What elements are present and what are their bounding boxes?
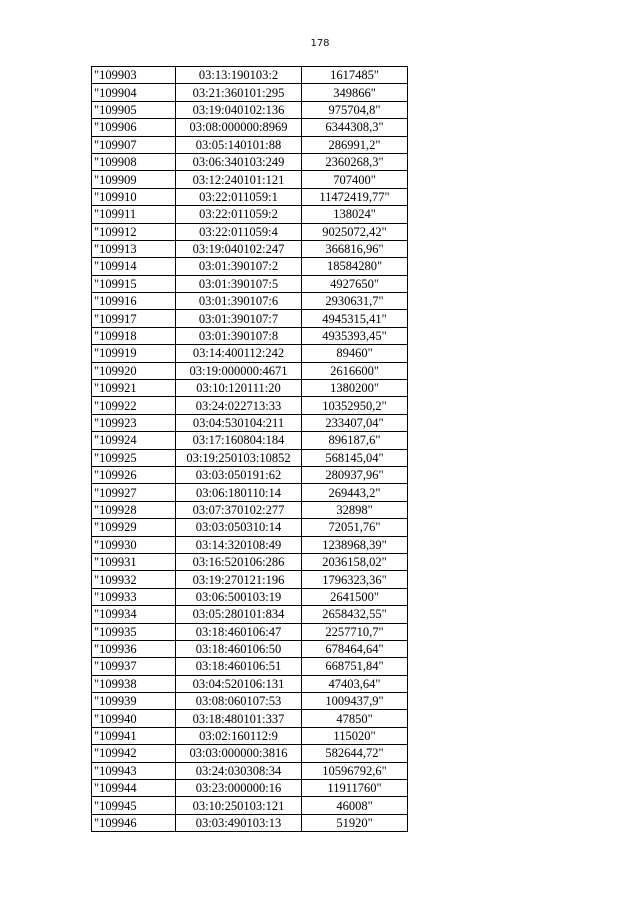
value-cell: 2616600" — [302, 362, 408, 379]
record-id-cell: "109922 — [92, 397, 176, 414]
table-row — [92, 171, 408, 188]
cadastral-number-cell: 03:22:011059:2 — [176, 206, 302, 223]
record-id-cell: "109933 — [92, 588, 176, 605]
cadastral-number-cell: 03:22:011059:1 — [176, 188, 302, 205]
record-id-cell: "109919 — [92, 345, 176, 362]
record-id-cell: "109946 — [92, 814, 176, 831]
table-row — [92, 206, 408, 223]
record-id-cell: "109927 — [92, 484, 176, 501]
value-cell: 2036158,02" — [302, 553, 408, 570]
cadastral-number-cell: 03:03:490103:13 — [176, 814, 302, 831]
value-cell: 1380200" — [302, 380, 408, 397]
record-id-cell: "109904 — [92, 84, 176, 101]
record-id-cell: "109924 — [92, 432, 176, 449]
table-row — [92, 797, 408, 814]
value-cell: 138024" — [302, 206, 408, 223]
record-id-cell: "109915 — [92, 275, 176, 292]
record-id-cell: "109941 — [92, 727, 176, 744]
table-row — [92, 553, 408, 570]
cadastral-number-cell: 03:08:060107:53 — [176, 693, 302, 710]
record-id-cell: "109930 — [92, 536, 176, 553]
record-id-cell: "109935 — [92, 623, 176, 640]
record-id-cell: "109944 — [92, 780, 176, 797]
value-cell: 1238968,39" — [302, 536, 408, 553]
cadastral-number-cell: 03:19:000000:4671 — [176, 362, 302, 379]
table-row — [92, 745, 408, 762]
record-id-cell: "109937 — [92, 658, 176, 675]
table-row — [92, 623, 408, 640]
table-row — [92, 536, 408, 553]
value-cell: 349866" — [302, 84, 408, 101]
record-id-cell: "109917 — [92, 310, 176, 327]
value-cell: 11911760" — [302, 780, 408, 797]
page-number: 178 — [310, 38, 330, 49]
value-cell: 115020" — [302, 727, 408, 744]
cadastral-number-cell: 03:03:050191:62 — [176, 466, 302, 483]
table-row — [92, 275, 408, 292]
cadastral-number-cell: 03:08:000000:8969 — [176, 119, 302, 136]
record-id-cell: "109943 — [92, 762, 176, 779]
record-id-cell: "109920 — [92, 362, 176, 379]
value-cell: 72051,76" — [302, 519, 408, 536]
table-row — [92, 501, 408, 518]
table-row — [92, 780, 408, 797]
cadastral-number-cell: 03:01:390107:5 — [176, 275, 302, 292]
value-cell: 4935393,45" — [302, 327, 408, 344]
table-row — [92, 762, 408, 779]
value-cell: 4945315,41" — [302, 310, 408, 327]
cadastral-number-cell: 03:19:270121:196 — [176, 571, 302, 588]
table-row — [92, 67, 408, 84]
value-cell: 678464,64" — [302, 640, 408, 657]
record-id-cell: "109929 — [92, 519, 176, 536]
value-cell: 2641500" — [302, 588, 408, 605]
record-id-cell: "109910 — [92, 188, 176, 205]
record-id-cell: "109928 — [92, 501, 176, 518]
value-cell: 2658432,55" — [302, 606, 408, 623]
cadastral-number-cell: 03:18:480101:337 — [176, 710, 302, 727]
value-cell: 46008" — [302, 797, 408, 814]
record-id-cell: "109938 — [92, 675, 176, 692]
table-row — [92, 449, 408, 466]
record-id-cell: "109939 — [92, 693, 176, 710]
cadastral-number-cell: 03:06:340103:249 — [176, 153, 302, 170]
value-cell: 9025072,42" — [302, 223, 408, 240]
value-cell: 1796323,36" — [302, 571, 408, 588]
record-id-cell: "109931 — [92, 553, 176, 570]
cadastral-number-cell: 03:05:280101:834 — [176, 606, 302, 623]
table-row — [92, 693, 408, 710]
table-row — [92, 571, 408, 588]
table-row — [92, 397, 408, 414]
table-row — [92, 153, 408, 170]
value-cell: 89460" — [302, 345, 408, 362]
cadastral-number-cell: 03:18:460106:50 — [176, 640, 302, 657]
table-row — [92, 727, 408, 744]
table-row — [92, 362, 408, 379]
record-id-cell: "109945 — [92, 797, 176, 814]
table-row — [92, 136, 408, 153]
value-cell: 568145,04" — [302, 449, 408, 466]
table-row — [92, 814, 408, 831]
records-table-body — [92, 67, 408, 832]
table-row — [92, 310, 408, 327]
table-row — [92, 223, 408, 240]
record-id-cell: "109936 — [92, 640, 176, 657]
table-row — [92, 188, 408, 205]
record-id-cell: "109906 — [92, 119, 176, 136]
cadastral-number-cell: 03:03:000000:3816 — [176, 745, 302, 762]
table-row — [92, 84, 408, 101]
table-row — [92, 258, 408, 275]
cadastral-number-cell: 03:04:520106:131 — [176, 675, 302, 692]
cadastral-number-cell: 03:22:011059:4 — [176, 223, 302, 240]
value-cell: 10352950,2" — [302, 397, 408, 414]
cadastral-number-cell: 03:17:160804:184 — [176, 432, 302, 449]
value-cell: 47850" — [302, 710, 408, 727]
cadastral-number-cell: 03:01:390107:6 — [176, 293, 302, 310]
value-cell: 11472419,77" — [302, 188, 408, 205]
table-row — [92, 606, 408, 623]
record-id-cell: "109921 — [92, 380, 176, 397]
table-row — [92, 293, 408, 310]
value-cell: 366816,96" — [302, 240, 408, 257]
cadastral-number-cell: 03:18:460106:47 — [176, 623, 302, 640]
table-row — [92, 414, 408, 431]
cadastral-number-cell: 03:01:390107:2 — [176, 258, 302, 275]
cadastral-number-cell: 03:06:500103:19 — [176, 588, 302, 605]
record-id-cell: "109934 — [92, 606, 176, 623]
table-row — [92, 345, 408, 362]
value-cell: 1009437,9" — [302, 693, 408, 710]
record-id-cell: "109925 — [92, 449, 176, 466]
cadastral-number-cell: 03:16:520106:286 — [176, 553, 302, 570]
value-cell: 707400" — [302, 171, 408, 188]
value-cell: 2257710,7" — [302, 623, 408, 640]
record-id-cell: "109914 — [92, 258, 176, 275]
records-table — [91, 66, 408, 832]
cadastral-number-cell: 03:06:180110:14 — [176, 484, 302, 501]
record-id-cell: "109918 — [92, 327, 176, 344]
cadastral-number-cell: 03:21:360101:295 — [176, 84, 302, 101]
value-cell: 6344308,3" — [302, 119, 408, 136]
value-cell: 4927650" — [302, 275, 408, 292]
cadastral-number-cell: 03:13:190103:2 — [176, 67, 302, 84]
cadastral-number-cell: 03:03:050310:14 — [176, 519, 302, 536]
value-cell: 32898" — [302, 501, 408, 518]
cadastral-number-cell: 03:19:250103:10852 — [176, 449, 302, 466]
table-row — [92, 588, 408, 605]
value-cell: 286991,2" — [302, 136, 408, 153]
record-id-cell: "109912 — [92, 223, 176, 240]
cadastral-number-cell: 03:14:320108:49 — [176, 536, 302, 553]
cadastral-number-cell: 03:18:460106:51 — [176, 658, 302, 675]
value-cell: 280937,96" — [302, 466, 408, 483]
table-row — [92, 380, 408, 397]
value-cell: 1617485" — [302, 67, 408, 84]
table-row — [92, 432, 408, 449]
record-id-cell: "109942 — [92, 745, 176, 762]
cadastral-number-cell: 03:10:250103:121 — [176, 797, 302, 814]
cadastral-number-cell: 03:19:040102:247 — [176, 240, 302, 257]
value-cell: 269443,2" — [302, 484, 408, 501]
value-cell: 51920" — [302, 814, 408, 831]
value-cell: 896187,6" — [302, 432, 408, 449]
cadastral-number-cell: 03:05:140101:88 — [176, 136, 302, 153]
cadastral-number-cell: 03:23:000000:16 — [176, 780, 302, 797]
value-cell: 975704,8" — [302, 101, 408, 118]
table-row — [92, 710, 408, 727]
record-id-cell: "109909 — [92, 171, 176, 188]
value-cell: 10596792,6" — [302, 762, 408, 779]
record-id-cell: "109905 — [92, 101, 176, 118]
record-id-cell: "109908 — [92, 153, 176, 170]
value-cell: 2360268,3" — [302, 153, 408, 170]
table-row — [92, 675, 408, 692]
table-row — [92, 240, 408, 257]
value-cell: 2930631,7" — [302, 293, 408, 310]
value-cell: 47403,64" — [302, 675, 408, 692]
table-row — [92, 327, 408, 344]
record-id-cell: "109916 — [92, 293, 176, 310]
table-row — [92, 484, 408, 501]
cadastral-number-cell: 03:24:030308:34 — [176, 762, 302, 779]
cadastral-number-cell: 03:02:160112:9 — [176, 727, 302, 744]
cadastral-number-cell: 03:12:240101:121 — [176, 171, 302, 188]
value-cell: 233407,04" — [302, 414, 408, 431]
table-row — [92, 466, 408, 483]
cadastral-number-cell: 03:01:390107:7 — [176, 310, 302, 327]
cadastral-number-cell: 03:01:390107:8 — [176, 327, 302, 344]
record-id-cell: "109907 — [92, 136, 176, 153]
record-id-cell: "109940 — [92, 710, 176, 727]
table-row — [92, 119, 408, 136]
value-cell: 582644,72" — [302, 745, 408, 762]
table-row — [92, 519, 408, 536]
cadastral-number-cell: 03:19:040102:136 — [176, 101, 302, 118]
record-id-cell: "109923 — [92, 414, 176, 431]
record-id-cell: "109932 — [92, 571, 176, 588]
value-cell: 668751,84" — [302, 658, 408, 675]
record-id-cell: "109913 — [92, 240, 176, 257]
record-id-cell: "109903 — [92, 67, 176, 84]
cadastral-number-cell: 03:10:120111:20 — [176, 380, 302, 397]
cadastral-number-cell: 03:24:022713:33 — [176, 397, 302, 414]
cadastral-number-cell: 03:04:530104:211 — [176, 414, 302, 431]
record-id-cell: "109911 — [92, 206, 176, 223]
value-cell: 18584280" — [302, 258, 408, 275]
cadastral-number-cell: 03:14:400112:242 — [176, 345, 302, 362]
table-row — [92, 658, 408, 675]
cadastral-number-cell: 03:07:370102:277 — [176, 501, 302, 518]
table-row — [92, 101, 408, 118]
record-id-cell: "109926 — [92, 466, 176, 483]
table-row — [92, 640, 408, 657]
